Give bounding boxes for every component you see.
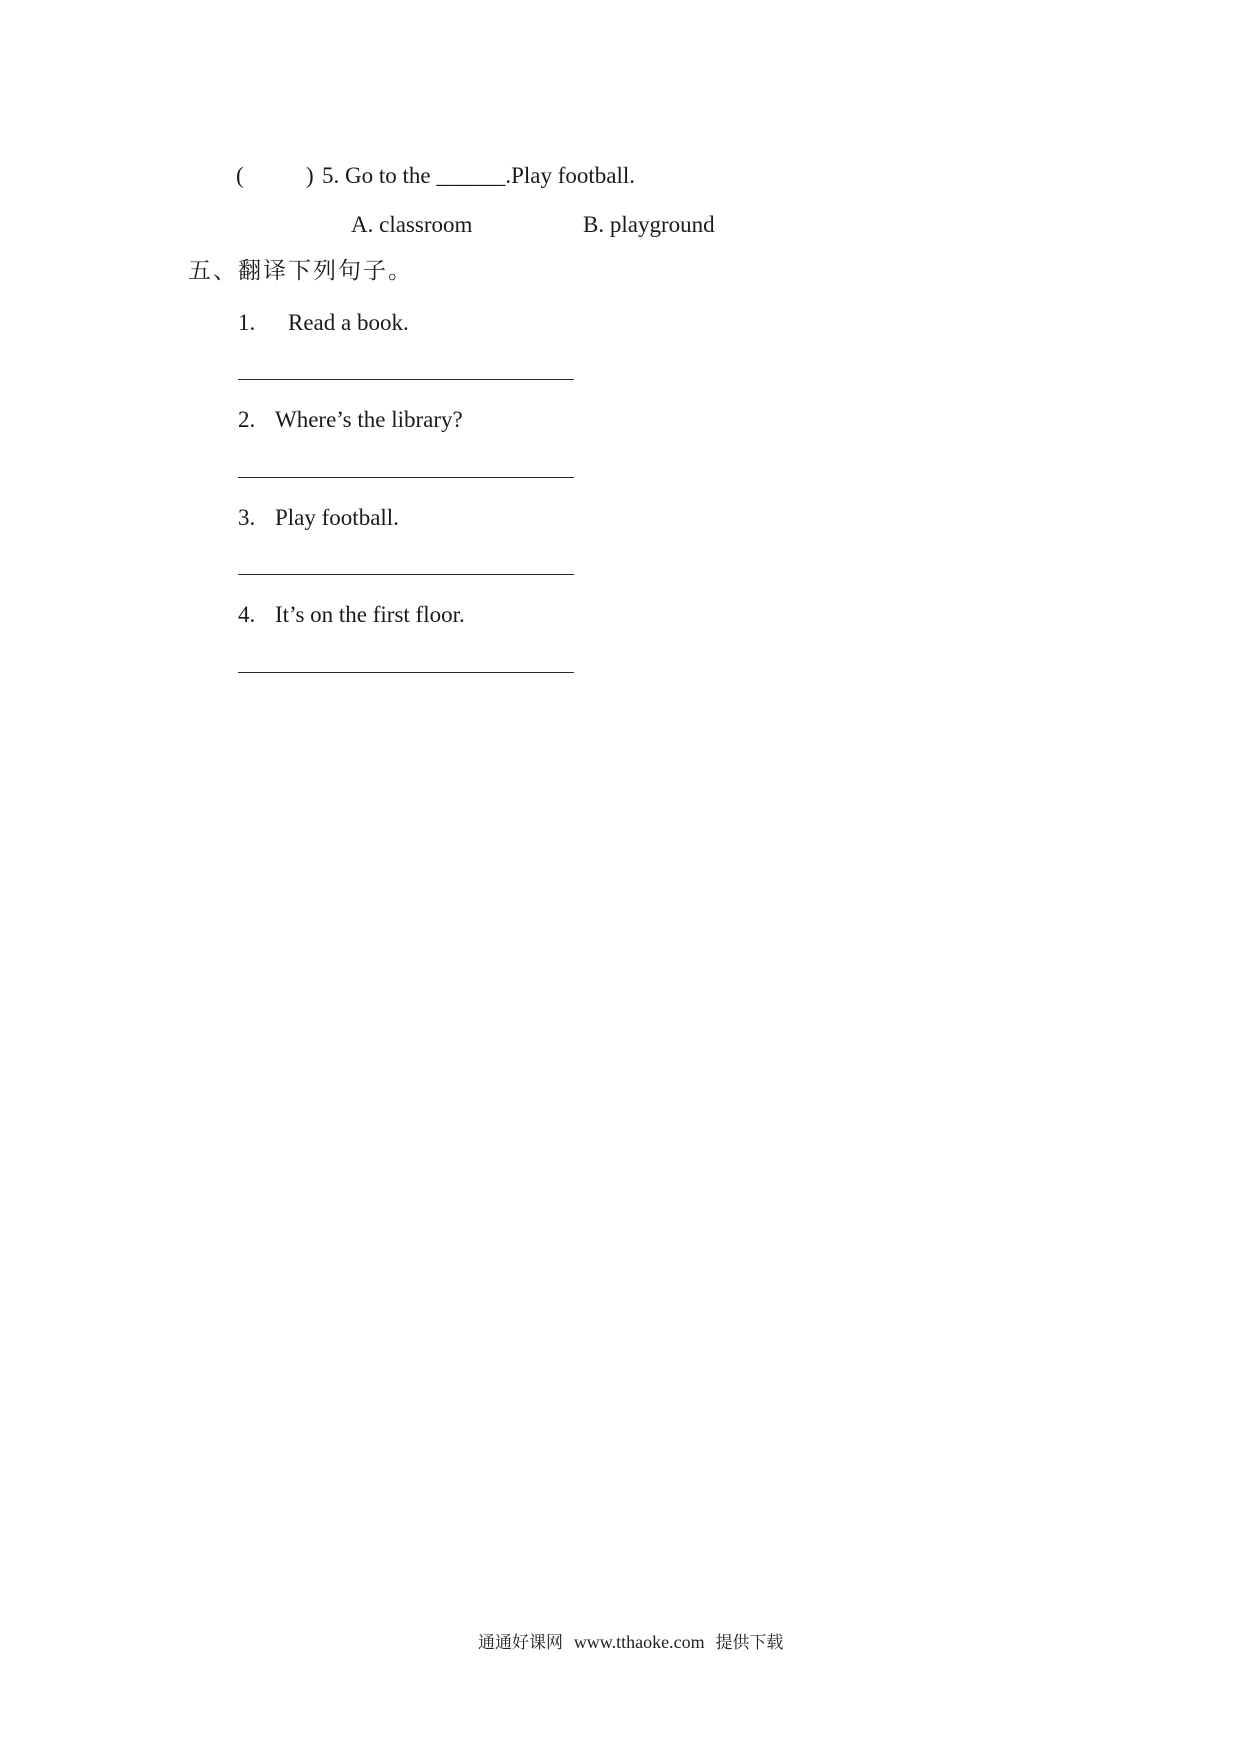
item-number: 1.: [238, 310, 256, 335]
q5-question-text: 5. Go to the ______.Play football.: [322, 163, 636, 188]
q5-paren-open: (: [236, 163, 244, 188]
section-title: 五、翻译下列句子。: [188, 258, 413, 284]
footer-url[interactable]: www.tthaoke.com: [573, 1632, 705, 1652]
page-footer: [478, 1628, 783, 1653]
item-sentence: Where’s the library?: [275, 407, 463, 432]
item-number: 3.: [238, 505, 256, 530]
q5-option-a: A. classroom: [351, 212, 473, 237]
answer-line: [238, 379, 574, 380]
answer-line: [238, 672, 574, 673]
answer-line: [238, 574, 574, 575]
item-number: 4.: [238, 602, 256, 627]
item-sentence: Read a book.: [288, 310, 409, 335]
item-number: 2.: [238, 407, 256, 432]
answer-line: [238, 477, 574, 478]
q5-paren-close: ): [306, 163, 314, 188]
footer-suffix: 提供下载: [715, 1633, 784, 1653]
footer-site-name: 通通好课网: [478, 1633, 563, 1653]
item-sentence: It’s on the first floor.: [275, 602, 465, 627]
q5-option-b: B. playground: [583, 212, 715, 237]
item-sentence: Play football.: [275, 505, 399, 530]
